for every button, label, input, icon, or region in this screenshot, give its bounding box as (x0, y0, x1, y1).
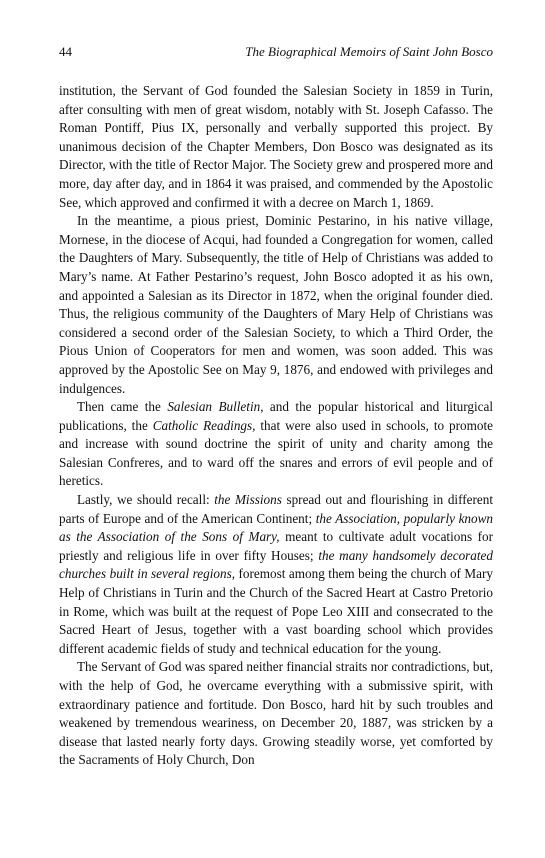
paragraph-3 (59, 398, 493, 491)
paragraph-5: The Servant of God was spared neither financial straits nor contradictions, but, with the help of God, he overcame everything with a submissive spirit, with extraordinary patience and fortitude. Don Bosco, hard hit by such troubles and weakened by tremendous weariness, on December 20, 1887, was stricken by a disease that lasted nearly forty days. Growing steadily worse, yet comforted by the Sacraments of Holy Church, Don (59, 659, 493, 768)
paragraph-3-text: and the popular historical and liturgical publications, the (59, 399, 493, 433)
paragraph-4-text: meant to cultivate adult vocations for priestly and religious life in over fifty Houses; (59, 529, 494, 563)
paragraph-2: In the meantime, a pious priest, Dominic Pestarino, in his native village, Mornese, in the diocese of Acqui, had founded a Congregation for women, called the Daughters of Mary. Subsequently, the title of Help of Christians was added to Mary’s name. At Father Pestarino’s request, John Bosco adopted it as his own, and appointed a Salesian as its Director in 1872, when the original founder died. Thus, the religious community of the Daughters of Mary Help of Christians was considered a second order of the Salesian Society, to which a Third Order, the Pious Union of Cooperators for men and women, was soon added. This was approved by the Apostolic See on May 9, 1876, and endowed with privileges and indulgences. (59, 213, 493, 396)
running-header (59, 44, 493, 62)
paragraph-4-text: Lastly, we should recall: (77, 492, 215, 508)
italic-phrase-churches: the many handsomely decorated churches built in several regions, (59, 547, 493, 582)
running-title: The Biographical Memoirs of Saint John Bosco (245, 44, 493, 59)
paragraph-4-text: spread out and flourishing in different parts of Europe and of the American Continent; (59, 492, 493, 526)
italic-title-salesian-bulletin: Salesian Bulletin, (167, 399, 264, 415)
paragraph-4-text: foremost among them being the church of Mary Help of Christians in Turin and the Church of the Sacred Heart at Castro Pretorio in Rome, which was built at the request of Pope Leo XIII and consecrated to the Sacred Heart of Jesus, together with a vast boarding school which provides different academic fields of study and technical education for the young. (59, 566, 493, 656)
page-number: 44 (59, 44, 72, 59)
paragraph-4 (59, 491, 493, 658)
paragraph-3-text: that were also used in schools, to promote and increase with sound doctrine the spirit of unity and charity among the Salesian Confreres, and to ward off the snares and errors of evil people and of heretics. (59, 417, 494, 489)
italic-phrase-missions: the Missions (214, 492, 282, 508)
italic-title-catholic-readings: Catholic Readings, (152, 417, 256, 433)
italic-phrase-association: the Association, popularly known as the Association of the Sons of Mary, (59, 510, 494, 545)
paragraph-1: institution, the Servant of God founded the Salesian Society in 1859 in Turin, after consulting with men of great wisdom, notably with St. Joseph Cafasso. The Roman Pontiff, Pius IX, personally and verbally supported this project. By unanimous decision of the Chapter Members, Don Bosco was designated as its Director, with the title of Rector Major. The Society grew and prospered more and more, day after day, and in 1864 it was praised, and commended by the Apostolic See, which approved and confirmed it with a decree on March 1, 1869. (59, 83, 493, 210)
body-text (59, 82, 493, 770)
paragraph-3-text: Then came the (77, 399, 168, 415)
